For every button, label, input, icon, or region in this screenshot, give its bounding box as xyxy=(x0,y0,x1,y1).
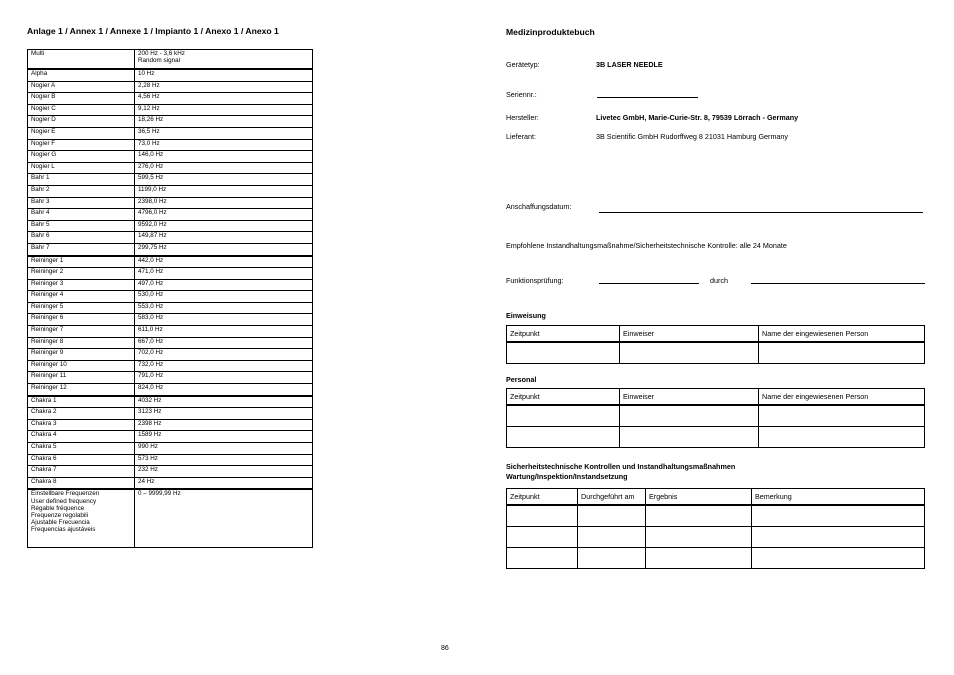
program-name: Chakra 2 xyxy=(28,408,135,420)
program-frequency: 36,5 Hz xyxy=(135,127,313,139)
program-frequency: 732,0 Hz xyxy=(135,360,313,372)
personal-header-einweiser: Einweiser xyxy=(620,389,759,406)
program-frequency: 4796,0 Hz xyxy=(135,209,313,221)
annex-title: Anlage 1 / Annex 1 / Annexe 1 / Impianto 1 / Anexo 1 / Anexo 1 xyxy=(27,26,279,36)
sicherheit-table xyxy=(506,488,925,569)
sicherheit-cell xyxy=(578,527,646,548)
frequency-row xyxy=(28,50,313,70)
sicherheit-cell xyxy=(646,505,752,527)
sicherheit-cell xyxy=(646,527,752,548)
program-name: Nogier D xyxy=(28,116,135,128)
seriennr-label: Seriennr.: xyxy=(506,90,537,99)
frequency-row xyxy=(28,349,313,361)
sicherheit-cell xyxy=(752,548,925,569)
program-frequency: 4032 Hz xyxy=(135,396,313,408)
personal-cell xyxy=(759,427,925,448)
program-frequency: 18,26 Hz xyxy=(135,116,313,128)
frequency-row xyxy=(28,384,313,396)
frequency-row xyxy=(28,256,313,268)
sicherheit-cell xyxy=(752,505,925,527)
personal-cell xyxy=(759,405,925,427)
page-number: 86 xyxy=(441,645,449,652)
lieferant-value: 3B Scientific GmbH Rudorffweg 8 21031 Hamburg Germany xyxy=(596,132,789,141)
program-frequency: 442,0 Hz xyxy=(135,256,313,268)
personal-heading: Personal xyxy=(506,375,537,384)
program-frequency: 471,0 Hz xyxy=(135,268,313,280)
personal-header-zeitpunkt: Zeitpunkt xyxy=(507,389,620,406)
frequency-row xyxy=(28,139,313,151)
einweisung-heading: Einweisung xyxy=(506,311,546,320)
durch-label: durch xyxy=(710,276,728,285)
program-name: Bahr 4 xyxy=(28,209,135,221)
program-name: Multi xyxy=(28,50,135,70)
frequency-row xyxy=(28,314,313,326)
frequency-row xyxy=(28,243,313,255)
frequency-row xyxy=(28,279,313,291)
program-name: Chakra 8 xyxy=(28,477,135,489)
program-frequency: 599,5 Hz xyxy=(135,174,313,186)
program-name: Bahr 3 xyxy=(28,197,135,209)
program-frequency: 9592,0 Hz xyxy=(135,220,313,232)
personal-cell xyxy=(620,405,759,427)
program-name: Reininger 8 xyxy=(28,337,135,349)
program-frequency: 553,0 Hz xyxy=(135,302,313,314)
program-name: Chakra 1 xyxy=(28,396,135,408)
frequency-row xyxy=(28,104,313,116)
program-frequency: 9,12 Hz xyxy=(135,104,313,116)
frequency-row xyxy=(28,419,313,431)
frequency-row xyxy=(28,209,313,221)
sicherheit-header-durchgefuehrt: Durchgeführt am xyxy=(578,489,646,506)
program-frequency: 2398,0 Hz xyxy=(135,197,313,209)
program-name: Nogier E xyxy=(28,127,135,139)
program-frequency: 3123 Hz xyxy=(135,408,313,420)
program-name: Reininger 12 xyxy=(28,384,135,396)
program-name: Reininger 3 xyxy=(28,279,135,291)
program-frequency: 702,0 Hz xyxy=(135,349,313,361)
program-frequency: 583,0 Hz xyxy=(135,314,313,326)
program-name: Reininger 4 xyxy=(28,291,135,303)
frequency-row xyxy=(28,127,313,139)
einweisung-header-einweiser: Einweiser xyxy=(620,326,759,343)
sicherheit-cell xyxy=(507,505,578,527)
maintenance-interval-text: Empfohlene Instandhaltungsmaßnahme/Sicherheitstechnische Kontrolle: alle 24 Monate xyxy=(506,241,787,250)
program-name: Nogier A xyxy=(28,81,135,93)
frequency-row xyxy=(28,268,313,280)
program-name: Alpha xyxy=(28,69,135,81)
program-name: Bahr 5 xyxy=(28,220,135,232)
sicherheit-cell xyxy=(578,505,646,527)
frequency-row xyxy=(28,151,313,163)
program-name: Reininger 1 xyxy=(28,256,135,268)
program-frequency: 2398 Hz xyxy=(135,419,313,431)
program-frequency: 2,28 Hz xyxy=(135,81,313,93)
program-name: Reininger 9 xyxy=(28,349,135,361)
program-frequency: 232 Hz xyxy=(135,466,313,478)
program-frequency: 497,0 Hz xyxy=(135,279,313,291)
frequency-row xyxy=(28,477,313,489)
program-frequency: 73,0 Hz xyxy=(135,139,313,151)
geraetetyp-label: Gerätetyp: xyxy=(506,60,540,69)
frequency-table xyxy=(27,49,313,548)
sicherheit-header-ergebnis: Ergebnis xyxy=(646,489,752,506)
personal-cell xyxy=(507,427,620,448)
durch-field-line xyxy=(751,283,925,284)
program-name: Chakra 7 xyxy=(28,466,135,478)
frequency-row xyxy=(28,337,313,349)
hersteller-label: Hersteller: xyxy=(506,113,539,122)
frequency-row xyxy=(28,489,313,548)
frequency-row xyxy=(28,185,313,197)
frequency-row xyxy=(28,93,313,105)
frequency-row xyxy=(28,81,313,93)
page-title: Medizinproduktebuch xyxy=(506,27,595,37)
program-name: Chakra 4 xyxy=(28,431,135,443)
program-name: Reininger 5 xyxy=(28,302,135,314)
program-name: Chakra 5 xyxy=(28,443,135,455)
program-name: Reininger 11 xyxy=(28,372,135,384)
frequency-row xyxy=(28,372,313,384)
personal-cell xyxy=(620,427,759,448)
einweisung-header-name: Name der eingewiesenen Person xyxy=(759,326,925,343)
program-frequency: 276,0 Hz xyxy=(135,162,313,174)
program-frequency: 1589 Hz xyxy=(135,431,313,443)
sicherheit-header-bemerkung: Bemerkung xyxy=(752,489,925,506)
program-name: Bahr 1 xyxy=(28,174,135,186)
funktionspruefung-field-line xyxy=(599,283,699,284)
program-name: Nogier C xyxy=(28,104,135,116)
anschaffungsdatum-label: Anschaffungsdatum: xyxy=(506,202,572,211)
frequency-row xyxy=(28,454,313,466)
frequency-row xyxy=(28,116,313,128)
program-frequency: 990 Hz xyxy=(135,443,313,455)
frequency-row xyxy=(28,431,313,443)
sicherheit-cell xyxy=(578,548,646,569)
program-frequency: 10 Hz xyxy=(135,69,313,81)
frequency-row xyxy=(28,408,313,420)
sicherheit-heading-line2: Wartung/Inspektion/Instandsetzung xyxy=(506,472,628,481)
program-name: Reininger 10 xyxy=(28,360,135,372)
program-frequency: 791,0 Hz xyxy=(135,372,313,384)
program-name: Chakra 3 xyxy=(28,419,135,431)
frequency-row xyxy=(28,302,313,314)
program-name: Bahr 6 xyxy=(28,232,135,244)
program-frequency: 4,56 Hz xyxy=(135,93,313,105)
einweisung-table xyxy=(506,325,925,364)
seriennr-field-line xyxy=(597,97,698,98)
program-name: Einstellbare Frequenzen User defined frequency Régable fréquence Frequenze regolabili Ajustable Frecuencia Frequencias ajustáveis xyxy=(28,489,135,548)
program-frequency: 573 Hz xyxy=(135,454,313,466)
program-name: Nogier G xyxy=(28,151,135,163)
program-name: Reininger 6 xyxy=(28,314,135,326)
program-name: Nogier F xyxy=(28,139,135,151)
program-frequency: 667,0 Hz xyxy=(135,337,313,349)
frequency-row xyxy=(28,291,313,303)
sicherheit-cell xyxy=(507,527,578,548)
frequency-row xyxy=(28,466,313,478)
program-frequency: 0 – 9999,99 Hz xyxy=(135,489,313,548)
hersteller-value: Livetec GmbH, Marie-Curie-Str. 8, 79539 Lörrach - Germany xyxy=(596,113,799,122)
anschaffungsdatum-field-line xyxy=(599,212,923,213)
frequency-row xyxy=(28,197,313,209)
program-name: Reininger 7 xyxy=(28,326,135,338)
personal-table xyxy=(506,388,925,448)
program-frequency: 200 Hz - 3,6 kHz Random signal xyxy=(135,50,313,70)
program-frequency: 24 Hz xyxy=(135,477,313,489)
program-name: Chakra 6 xyxy=(28,454,135,466)
personal-cell xyxy=(507,405,620,427)
einweisung-cell xyxy=(507,342,620,364)
frequency-row xyxy=(28,326,313,338)
sicherheit-cell xyxy=(507,548,578,569)
sicherheit-cell xyxy=(646,548,752,569)
program-frequency: 146,0 Hz xyxy=(135,151,313,163)
sicherheit-heading-line1: Sicherheitstechnische Kontrollen und Instandhaltungsmaßnahmen xyxy=(506,462,736,471)
personal-header-name: Name der eingewiesenen Person xyxy=(759,389,925,406)
frequency-row xyxy=(28,443,313,455)
frequency-row xyxy=(28,174,313,186)
program-name: Nogier B xyxy=(28,93,135,105)
frequency-row xyxy=(28,232,313,244)
frequency-row xyxy=(28,360,313,372)
program-frequency: 824,0 Hz xyxy=(135,384,313,396)
program-frequency: 530,0 Hz xyxy=(135,291,313,303)
frequency-row xyxy=(28,396,313,408)
einweisung-cell xyxy=(620,342,759,364)
einweisung-cell xyxy=(759,342,925,364)
sicherheit-cell xyxy=(752,527,925,548)
geraetetyp-value: 3B LASER NEEDLE xyxy=(596,60,663,69)
program-name: Bahr 2 xyxy=(28,185,135,197)
program-name: Reininger 2 xyxy=(28,268,135,280)
lieferant-label: Lieferant: xyxy=(506,132,536,141)
program-frequency: 1199,0 Hz xyxy=(135,185,313,197)
frequency-row xyxy=(28,220,313,232)
program-name: Nogier L xyxy=(28,162,135,174)
funktionspruefung-label: Funktionsprüfung: xyxy=(506,276,564,285)
program-frequency: 149,87 Hz xyxy=(135,232,313,244)
program-name: Bahr 7 xyxy=(28,243,135,255)
frequency-row xyxy=(28,69,313,81)
sicherheit-header-zeitpunkt: Zeitpunkt xyxy=(507,489,578,506)
program-frequency: 611,0 Hz xyxy=(135,326,313,338)
frequency-row xyxy=(28,162,313,174)
program-frequency: 299,75 Hz xyxy=(135,243,313,255)
einweisung-header-zeitpunkt: Zeitpunkt xyxy=(507,326,620,343)
